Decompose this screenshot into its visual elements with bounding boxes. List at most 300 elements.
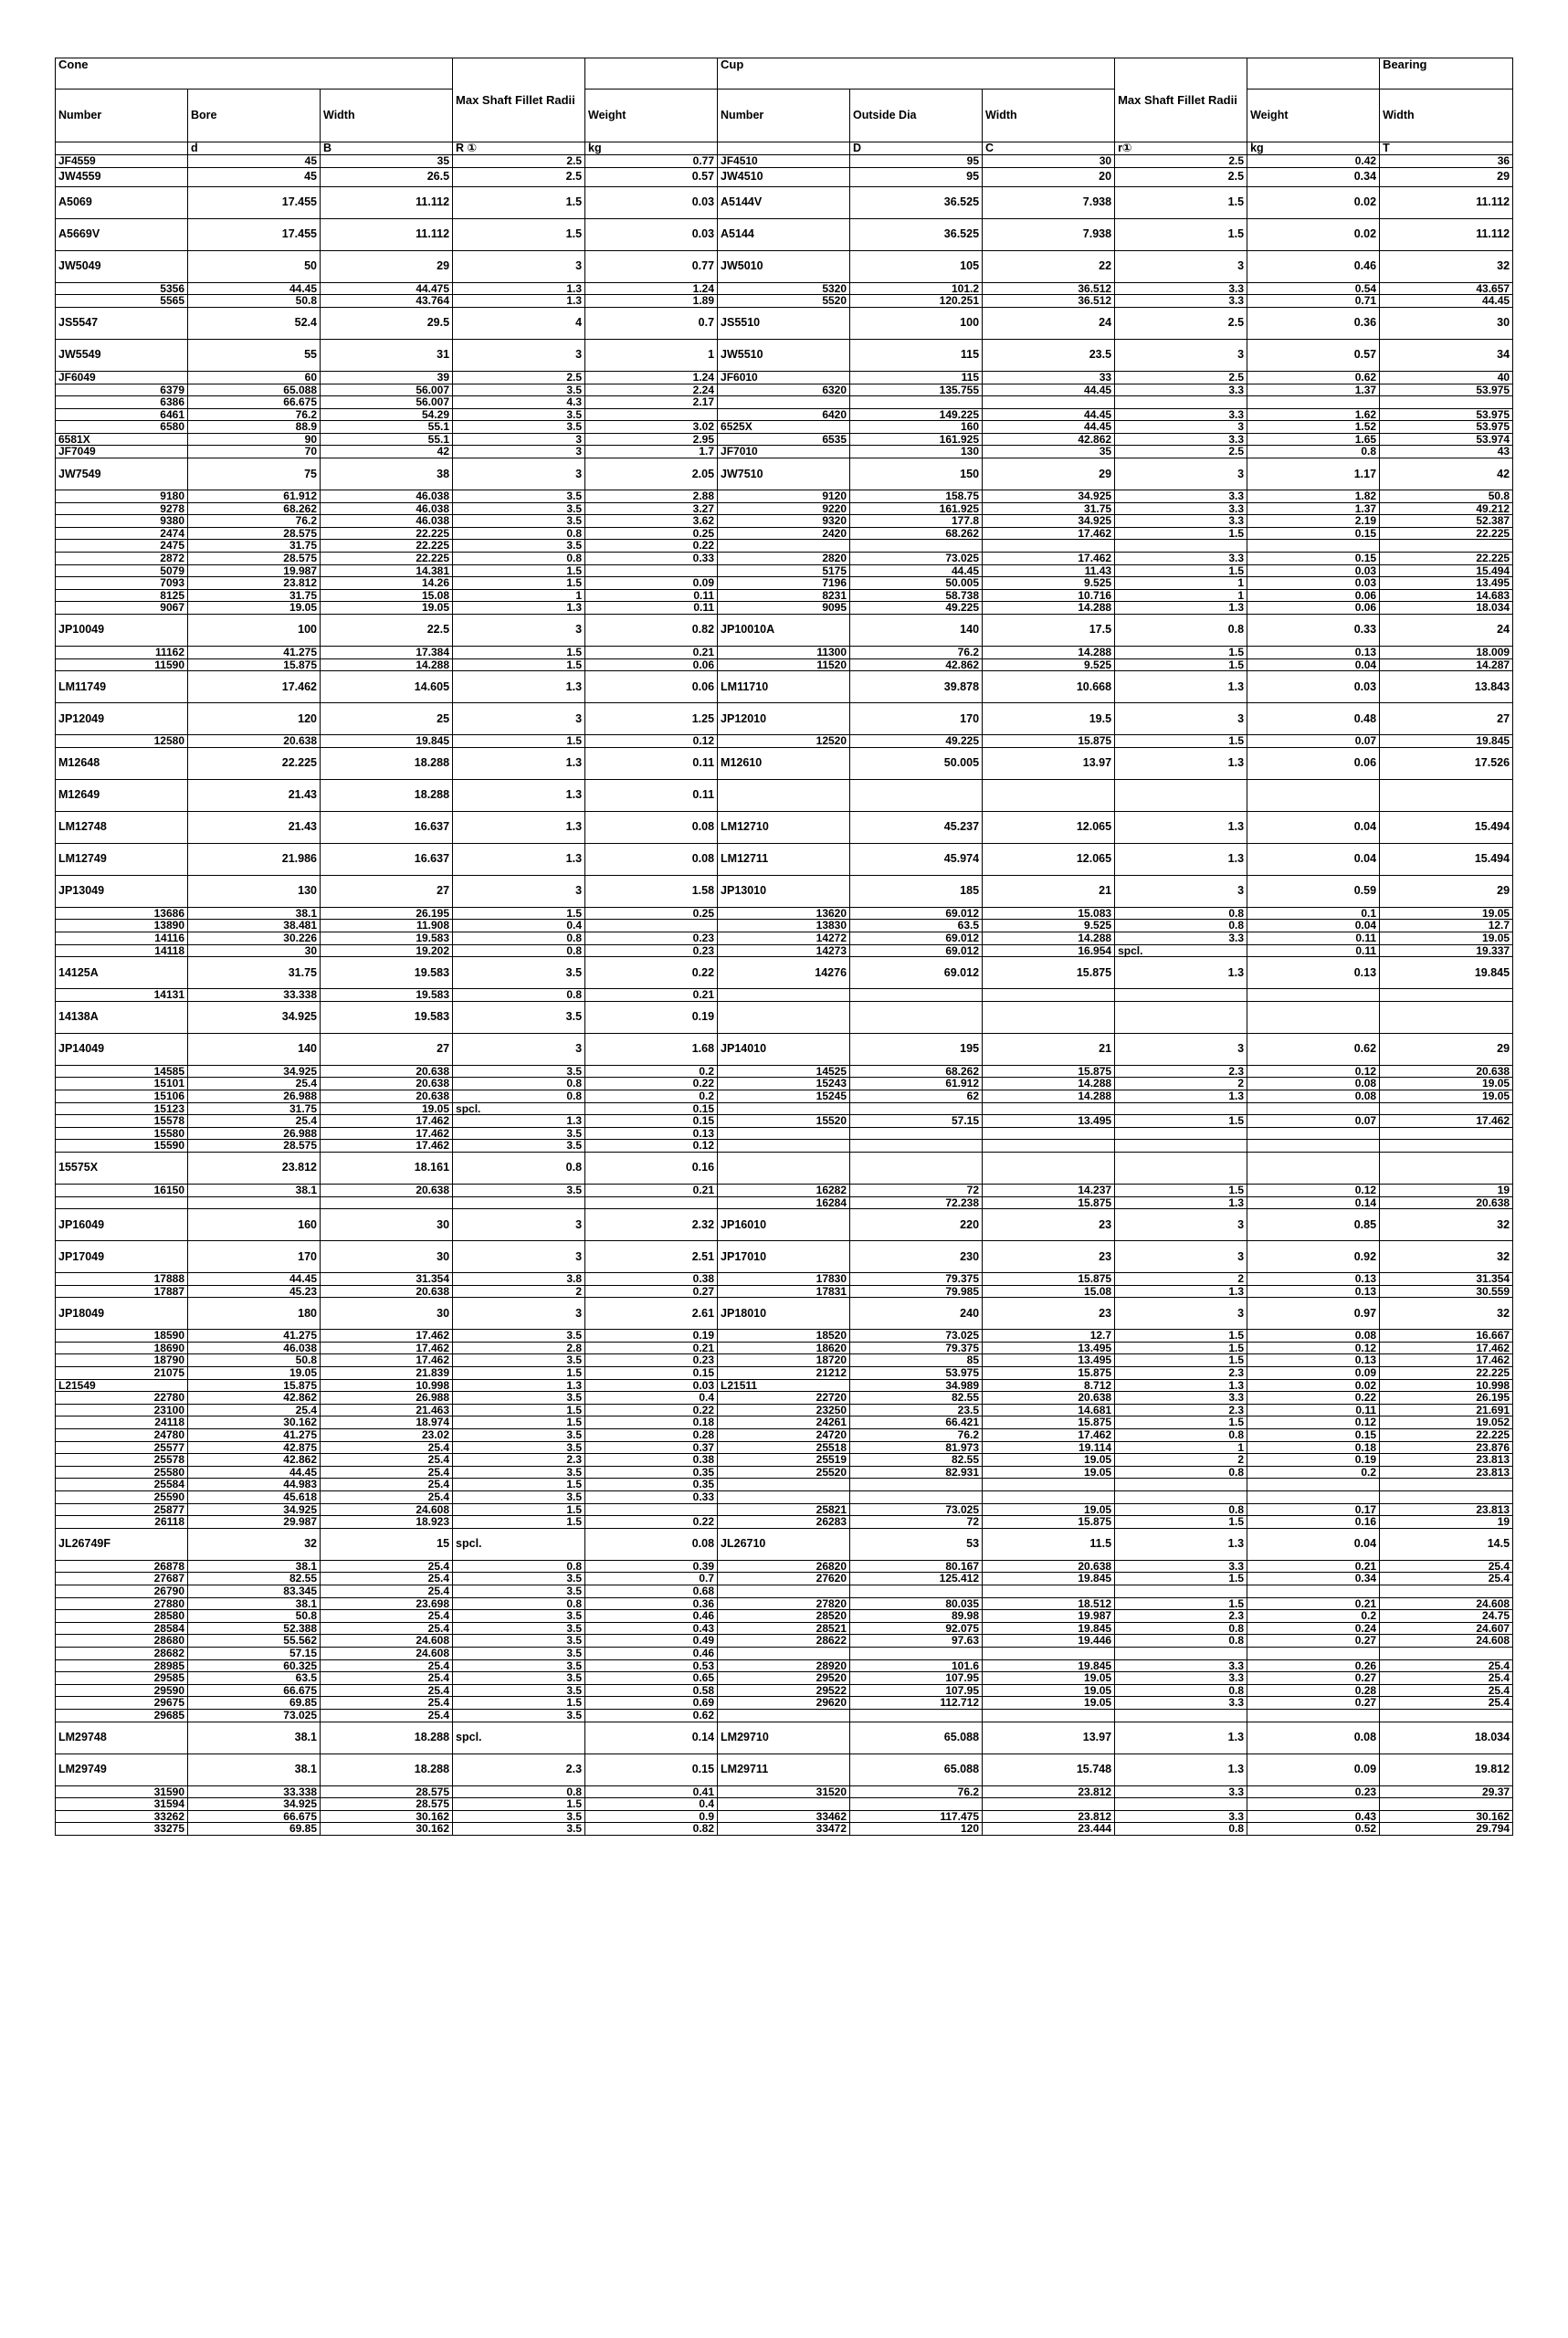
- cup-number-cell: [718, 1102, 850, 1115]
- cone-fillet-cell: 3.5: [453, 421, 585, 434]
- cup-number-cell: 2820: [718, 553, 850, 565]
- cup-number-cell: JF7010: [718, 446, 850, 458]
- bearing-width-cell: 29.794: [1380, 1823, 1513, 1836]
- cone-width-cell: 42: [321, 446, 453, 458]
- bearing-width-cell: 14.683: [1380, 589, 1513, 602]
- bore-cell: 21.43: [188, 811, 321, 843]
- cone-fillet-cell: 2: [453, 1285, 585, 1298]
- bore-cell: 180: [188, 1298, 321, 1330]
- cup-number-cell: JW5510: [718, 339, 850, 371]
- cup-weight-cell: 0.04: [1247, 1528, 1380, 1560]
- bore-cell: 30.162: [188, 1416, 321, 1429]
- cup-fillet-cell: 1.5: [1115, 658, 1247, 671]
- bearing-width-cell: [1380, 1102, 1513, 1115]
- cone-fillet-cell: 3.5: [453, 1647, 585, 1659]
- cup-weight-cell: [1247, 1798, 1380, 1811]
- cup-number-cell: JP18010: [718, 1298, 850, 1330]
- cup-number-cell: JW4510: [718, 167, 850, 186]
- bore-cell: 45: [188, 167, 321, 186]
- bore-cell: 60: [188, 371, 321, 384]
- bearing-width-cell: 53.975: [1380, 384, 1513, 396]
- cup-width-cell: 13.97: [983, 747, 1115, 779]
- table-row: [56, 371, 1513, 384]
- table-row: [56, 1078, 1513, 1090]
- cone-width-cell: 19.583: [321, 1001, 453, 1033]
- cup-weight-cell: 0.52: [1247, 1823, 1380, 1836]
- cup-number-cell: 21212: [718, 1367, 850, 1380]
- cup-width-cell: 14.237: [983, 1184, 1115, 1196]
- outside-dia-cell: 44.45: [850, 564, 983, 577]
- cone-weight-cell: 0.06: [585, 658, 718, 671]
- cup-weight-cell: 0.11: [1247, 932, 1380, 944]
- cone-width-cell: 54.29: [321, 408, 453, 421]
- cone-width-cell: 24.608: [321, 1635, 453, 1648]
- cup-number-cell: [718, 1152, 850, 1184]
- cup-weight-cell: 0.23: [1247, 1785, 1380, 1798]
- cup-width-cell: 34.925: [983, 490, 1115, 503]
- cone-weight-cell: 0.13: [585, 1127, 718, 1140]
- cone-weight-cell: 0.15: [585, 1754, 718, 1785]
- bearing-width-cell: 19: [1380, 1516, 1513, 1529]
- outside-dia-cell: 45.974: [850, 843, 983, 875]
- cup-weight-cell: 0.27: [1247, 1672, 1380, 1685]
- bearing-width-cell: 32: [1380, 1298, 1513, 1330]
- table-row: [56, 1479, 1513, 1491]
- cup-width-cell: 19.114: [983, 1441, 1115, 1454]
- cup-number-cell: 25520: [718, 1466, 850, 1479]
- bearing-width-cell: 10.998: [1380, 1379, 1513, 1392]
- cup-weight-cell: 0.92: [1247, 1241, 1380, 1273]
- outside-dia-cell: [850, 989, 983, 1002]
- cone-fillet-cell: 3.5: [453, 502, 585, 515]
- cup-fillet-cell: [1115, 396, 1247, 409]
- cone-width-cell: [321, 1196, 453, 1209]
- cone-number-cell: 16150: [56, 1184, 188, 1196]
- cone-fillet-cell: 3.5: [453, 1330, 585, 1343]
- cup-width-cell: [983, 1491, 1115, 1504]
- cone-weight-cell: 0.46: [585, 1610, 718, 1623]
- cone-fillet-cell: 1.3: [453, 1379, 585, 1392]
- cone-width-cell: 15: [321, 1528, 453, 1560]
- bearing-width-cell: 32: [1380, 250, 1513, 282]
- cup-weight-cell: 0.97: [1247, 1298, 1380, 1330]
- table-row: [56, 1196, 1513, 1209]
- cone-fillet-cell: 2.3: [453, 1454, 585, 1467]
- cone-weight-cell: 0.77: [585, 250, 718, 282]
- cup-fillet-cell: 1.3: [1115, 1722, 1247, 1754]
- table-row: [56, 1709, 1513, 1722]
- cone-weight-cell: [585, 408, 718, 421]
- cup-width-cell: 19.446: [983, 1635, 1115, 1648]
- cone-fillet-cell: 1.5: [453, 1503, 585, 1516]
- cup-width-cell: [983, 1140, 1115, 1153]
- bearing-width-cell: 24.608: [1380, 1635, 1513, 1648]
- outside-dia-cell: 82.931: [850, 1466, 983, 1479]
- outside-dia-cell: 72: [850, 1516, 983, 1529]
- bearing-width-cell: 17.462: [1380, 1342, 1513, 1354]
- cup-width-cell: 44.45: [983, 384, 1115, 396]
- cup-width-cell: 24: [983, 307, 1115, 339]
- table-row: [56, 250, 1513, 282]
- cone-width-cell: 25.4: [321, 1441, 453, 1454]
- cone-width-cell: 46.038: [321, 515, 453, 528]
- cone-weight-cell: 0.4: [585, 1798, 718, 1811]
- cone-width-cell: 39: [321, 371, 453, 384]
- cup-weight-cell: 0.8: [1247, 446, 1380, 458]
- cup-fillet-cell: 3: [1115, 250, 1247, 282]
- cup-weight-cell: 0.2: [1247, 1466, 1380, 1479]
- bore-cell: 88.9: [188, 421, 321, 434]
- cone-fillet-cell: 3.5: [453, 1709, 585, 1722]
- bore-cell: 68.262: [188, 502, 321, 515]
- table-row: [56, 1273, 1513, 1286]
- cone-width-cell: 18.288: [321, 779, 453, 811]
- cone-width-cell: 29.5: [321, 307, 453, 339]
- cup-number-cell: 28521: [718, 1622, 850, 1635]
- bore-cell: 23.812: [188, 1152, 321, 1184]
- table-row: [56, 1672, 1513, 1685]
- cup-number-cell: A5144V: [718, 186, 850, 218]
- cup-width-cell: 9.525: [983, 577, 1115, 590]
- cup-fillet-cell: 3: [1115, 1241, 1247, 1273]
- cup-fillet-cell: 3: [1115, 1033, 1247, 1065]
- bore-cell: 44.45: [188, 1466, 321, 1479]
- cone-weight-cell: 0.82: [585, 1823, 718, 1836]
- cone-fillet-cell: 1.5: [453, 218, 585, 250]
- cup-fillet-cell: 3: [1115, 875, 1247, 907]
- cone-weight-cell: 1.24: [585, 282, 718, 295]
- cup-fillet-cell: 2: [1115, 1273, 1247, 1286]
- cone-width-cell: 18.923: [321, 1516, 453, 1529]
- cup-width-cell: 12.065: [983, 843, 1115, 875]
- cup-width-cell: 36.512: [983, 282, 1115, 295]
- cone-width-cell: 25.4: [321, 1610, 453, 1623]
- table-row: [56, 502, 1513, 515]
- cup-fillet-cell: 3.3: [1115, 490, 1247, 503]
- cone-width-cell: 25.4: [321, 1659, 453, 1672]
- bore-cell: 41.275: [188, 647, 321, 659]
- cup-fillet-cell: 1: [1115, 577, 1247, 590]
- bearing-width-cell: 25.4: [1380, 1684, 1513, 1697]
- outside-dia-cell: [850, 1709, 983, 1722]
- cup-fillet-cell: 3.3: [1115, 384, 1247, 396]
- table-row: [56, 907, 1513, 920]
- cup-fillet-cell: spcl.: [1115, 944, 1247, 957]
- outside-dia-cell: [850, 1127, 983, 1140]
- bore-cell: 44.45: [188, 1273, 321, 1286]
- cone-width-cell: 30: [321, 1241, 453, 1273]
- table-row: [56, 1429, 1513, 1442]
- cone-width-cell: 21.839: [321, 1367, 453, 1380]
- cone-number-cell: 28584: [56, 1622, 188, 1635]
- cone-number-cell: 15123: [56, 1102, 188, 1115]
- outside-dia-cell: 150: [850, 458, 983, 490]
- table-row: [56, 577, 1513, 590]
- table-row: [56, 1102, 1513, 1115]
- cup-width-cell: 8.712: [983, 1379, 1115, 1392]
- cone-number-cell: 23100: [56, 1404, 188, 1416]
- bearing-width-cell: 30.559: [1380, 1285, 1513, 1298]
- cone-weight-cell: 0.21: [585, 1184, 718, 1196]
- cone-number-cell: 14125A: [56, 957, 188, 989]
- cone-width-cell: 30: [321, 1298, 453, 1330]
- bore-cell: 69.85: [188, 1697, 321, 1710]
- outside-dia-cell: 34.989: [850, 1379, 983, 1392]
- cone-fillet-cell: 3: [453, 615, 585, 647]
- cone-number-cell: A5669V: [56, 218, 188, 250]
- bearing-width-cell: [1380, 1709, 1513, 1722]
- cup-number-cell: 15245: [718, 1090, 850, 1102]
- bearing-width-cell: 29.37: [1380, 1785, 1513, 1798]
- outside-dia-cell: [850, 1001, 983, 1033]
- bore-cell: 65.088: [188, 384, 321, 396]
- cone-fillet-cell: 0.8: [453, 932, 585, 944]
- cup-fillet-cell: 3.3: [1115, 1560, 1247, 1573]
- bearing-width-cell: 49.212: [1380, 502, 1513, 515]
- cone-number-cell: 17888: [56, 1273, 188, 1286]
- cone-fillet-cell: 3.5: [453, 1684, 585, 1697]
- cone-number-cell: 11162: [56, 647, 188, 659]
- cone-number-cell: 7093: [56, 577, 188, 590]
- cone-width-cell: 26.195: [321, 907, 453, 920]
- cup-fillet-cell: 1.5: [1115, 1354, 1247, 1367]
- header-cone-width: Width: [321, 90, 453, 142]
- cup-number-cell: 17831: [718, 1285, 850, 1298]
- cone-number-cell: 18790: [56, 1354, 188, 1367]
- cone-number-cell: 26790: [56, 1585, 188, 1597]
- bearing-width-cell: 53.975: [1380, 408, 1513, 421]
- outside-dia-cell: 62: [850, 1090, 983, 1102]
- cup-number-cell: 13620: [718, 907, 850, 920]
- cone-fillet-cell: 3: [453, 703, 585, 735]
- cone-weight-cell: 0.22: [585, 1404, 718, 1416]
- cup-width-cell: 33: [983, 371, 1115, 384]
- bearing-width-cell: 19: [1380, 1184, 1513, 1196]
- cone-fillet-cell: 0.8: [453, 527, 585, 540]
- cup-number-cell: 14272: [718, 932, 850, 944]
- cup-width-cell: 30: [983, 155, 1115, 168]
- cone-width-cell: 15.08: [321, 589, 453, 602]
- header-bearing: Bearing: [1380, 58, 1513, 90]
- cone-width-cell: 19.845: [321, 735, 453, 748]
- table-row: [56, 295, 1513, 308]
- cup-width-cell: 19.845: [983, 1622, 1115, 1635]
- cup-number-cell: 29520: [718, 1672, 850, 1685]
- cup-width-cell: 16.954: [983, 944, 1115, 957]
- table-row: [56, 1298, 1513, 1330]
- cone-fillet-cell: 3.5: [453, 408, 585, 421]
- cone-number-cell: 29585: [56, 1672, 188, 1685]
- cup-fillet-cell: [1115, 779, 1247, 811]
- cone-width-cell: 11.908: [321, 920, 453, 932]
- header-cup-weight: Weight: [1247, 90, 1380, 142]
- cone-weight-cell: 0.57: [585, 167, 718, 186]
- cone-number-cell: JP12049: [56, 703, 188, 735]
- cone-number-cell: [56, 1196, 188, 1209]
- cup-width-cell: 23.5: [983, 339, 1115, 371]
- bearing-width-cell: [1380, 1491, 1513, 1504]
- cone-width-cell: 19.583: [321, 989, 453, 1002]
- cup-number-cell: [718, 1479, 850, 1491]
- cone-weight-cell: 2.24: [585, 384, 718, 396]
- cone-fillet-cell: 2.8: [453, 1342, 585, 1354]
- cone-weight-cell: 2.95: [585, 433, 718, 446]
- cup-width-cell: 15.875: [983, 1516, 1115, 1529]
- cone-width-cell: 30.162: [321, 1823, 453, 1836]
- bearing-width-cell: 15.494: [1380, 843, 1513, 875]
- table-row: [56, 421, 1513, 434]
- cone-fillet-cell: 3: [453, 250, 585, 282]
- cup-number-cell: 18520: [718, 1330, 850, 1343]
- cone-number-cell: 31594: [56, 1798, 188, 1811]
- table-row: [56, 553, 1513, 565]
- cup-number-cell: JP14010: [718, 1033, 850, 1065]
- cup-weight-cell: 0.13: [1247, 1354, 1380, 1367]
- outside-dia-cell: 161.925: [850, 433, 983, 446]
- table-row: [56, 1140, 1513, 1153]
- outside-dia-cell: 125.412: [850, 1573, 983, 1585]
- cone-number-cell: 25590: [56, 1491, 188, 1504]
- bearing-width-cell: 19.05: [1380, 907, 1513, 920]
- cone-number-cell: 25578: [56, 1454, 188, 1467]
- outside-dia-cell: 68.262: [850, 1065, 983, 1078]
- cup-weight-cell: [1247, 1585, 1380, 1597]
- cone-number-cell: 27880: [56, 1597, 188, 1610]
- cup-width-cell: [983, 989, 1115, 1002]
- bore-cell: 90: [188, 433, 321, 446]
- bore-cell: 26.988: [188, 1127, 321, 1140]
- cup-fillet-cell: 1.5: [1115, 1184, 1247, 1196]
- outside-dia-cell: 92.075: [850, 1622, 983, 1635]
- cup-width-cell: 34.925: [983, 515, 1115, 528]
- cone-weight-cell: 0.35: [585, 1479, 718, 1491]
- cone-weight-cell: 0.25: [585, 907, 718, 920]
- bearing-width-cell: 25.4: [1380, 1573, 1513, 1585]
- table-row: [56, 735, 1513, 748]
- cup-weight-cell: 0.28: [1247, 1684, 1380, 1697]
- cup-number-cell: 16282: [718, 1184, 850, 1196]
- cone-number-cell: 13890: [56, 920, 188, 932]
- cone-number-cell: 29675: [56, 1697, 188, 1710]
- cup-number-cell: 22720: [718, 1392, 850, 1405]
- cup-fillet-cell: 0.8: [1115, 1503, 1247, 1516]
- cone-width-cell: 55.1: [321, 421, 453, 434]
- cup-weight-cell: [1247, 989, 1380, 1002]
- outside-dia-cell: 58.738: [850, 589, 983, 602]
- table-row: [56, 1152, 1513, 1184]
- cone-fillet-cell: 1.5: [453, 1404, 585, 1416]
- cup-width-cell: 17.462: [983, 553, 1115, 565]
- bore-cell: 31.75: [188, 1102, 321, 1115]
- header-cone-number: Number: [56, 90, 188, 142]
- cone-number-cell: 6379: [56, 384, 188, 396]
- cup-number-cell: 13830: [718, 920, 850, 932]
- table-row: [56, 1722, 1513, 1754]
- cup-width-cell: 19.05: [983, 1684, 1115, 1697]
- outside-dia-cell: [850, 1491, 983, 1504]
- bearing-width-cell: 19.05: [1380, 1078, 1513, 1090]
- cup-number-cell: 11300: [718, 647, 850, 659]
- outside-dia-cell: 49.225: [850, 735, 983, 748]
- cone-width-cell: 21.463: [321, 1404, 453, 1416]
- cup-fillet-cell: [1115, 1152, 1247, 1184]
- outside-dia-cell: 57.15: [850, 1115, 983, 1128]
- cup-weight-cell: 2.19: [1247, 515, 1380, 528]
- cup-number-cell: [718, 1709, 850, 1722]
- cup-fillet-cell: [1115, 1479, 1247, 1491]
- symbol-C: C: [983, 142, 1115, 155]
- cone-fillet-cell: 0.8: [453, 1090, 585, 1102]
- cone-width-cell: 25.4: [321, 1672, 453, 1685]
- bearing-width-cell: 29: [1380, 875, 1513, 907]
- bearing-width-cell: 20.638: [1380, 1196, 1513, 1209]
- cup-fillet-cell: [1115, 1127, 1247, 1140]
- cone-fillet-cell: 1.5: [453, 577, 585, 590]
- cup-weight-cell: 0.42: [1247, 155, 1380, 168]
- cup-weight-cell: [1247, 540, 1380, 553]
- cup-weight-cell: 0.1: [1247, 907, 1380, 920]
- cup-width-cell: 23: [983, 1241, 1115, 1273]
- header-cup: Cup: [718, 58, 1115, 90]
- outside-dia-cell: 45.237: [850, 811, 983, 843]
- cone-weight-cell: 0.62: [585, 1709, 718, 1722]
- cone-width-cell: 28.575: [321, 1785, 453, 1798]
- cone-weight-cell: 0.4: [585, 1392, 718, 1405]
- table-row: [56, 658, 1513, 671]
- table-row: [56, 155, 1513, 168]
- table-row: [56, 1404, 1513, 1416]
- cone-weight-cell: 1: [585, 339, 718, 371]
- table-row: [56, 1684, 1513, 1697]
- table-row: [56, 1635, 1513, 1648]
- bearing-width-cell: 18.034: [1380, 1722, 1513, 1754]
- cone-number-cell: JW7549: [56, 458, 188, 490]
- table-row: [56, 811, 1513, 843]
- cup-number-cell: 25821: [718, 1503, 850, 1516]
- cup-number-cell: JF6010: [718, 371, 850, 384]
- cup-fillet-cell: 1.3: [1115, 843, 1247, 875]
- outside-dia-cell: 69.012: [850, 932, 983, 944]
- bearing-width-cell: 24.75: [1380, 1610, 1513, 1623]
- cup-number-cell: 15520: [718, 1115, 850, 1128]
- cup-width-cell: 21: [983, 875, 1115, 907]
- table-row: [56, 1033, 1513, 1065]
- bearing-width-cell: 53.975: [1380, 421, 1513, 434]
- cone-weight-cell: 2.61: [585, 1298, 718, 1330]
- outside-dia-cell: 42.862: [850, 658, 983, 671]
- cup-weight-cell: 0.34: [1247, 1573, 1380, 1585]
- outside-dia-cell: 135.755: [850, 384, 983, 396]
- cone-fillet-cell: 3.5: [453, 1573, 585, 1585]
- cone-number-cell: JP13049: [56, 875, 188, 907]
- cone-number-cell: 14138A: [56, 1001, 188, 1033]
- cup-weight-cell: [1247, 1491, 1380, 1504]
- cup-weight-cell: 0.24: [1247, 1622, 1380, 1635]
- cup-fillet-cell: 1.5: [1115, 527, 1247, 540]
- cup-number-cell: M12610: [718, 747, 850, 779]
- table-row: [56, 490, 1513, 503]
- cup-fillet-cell: 0.8: [1115, 1622, 1247, 1635]
- symbol-R: R ①: [453, 142, 585, 155]
- cup-number-cell: 2420: [718, 527, 850, 540]
- table-row: [56, 957, 1513, 989]
- bore-cell: 140: [188, 1033, 321, 1065]
- cup-weight-cell: 0.12: [1247, 1416, 1380, 1429]
- cup-width-cell: 9.525: [983, 658, 1115, 671]
- table-row: [56, 875, 1513, 907]
- cone-fillet-cell: 1.5: [453, 564, 585, 577]
- cone-width-cell: 27: [321, 1033, 453, 1065]
